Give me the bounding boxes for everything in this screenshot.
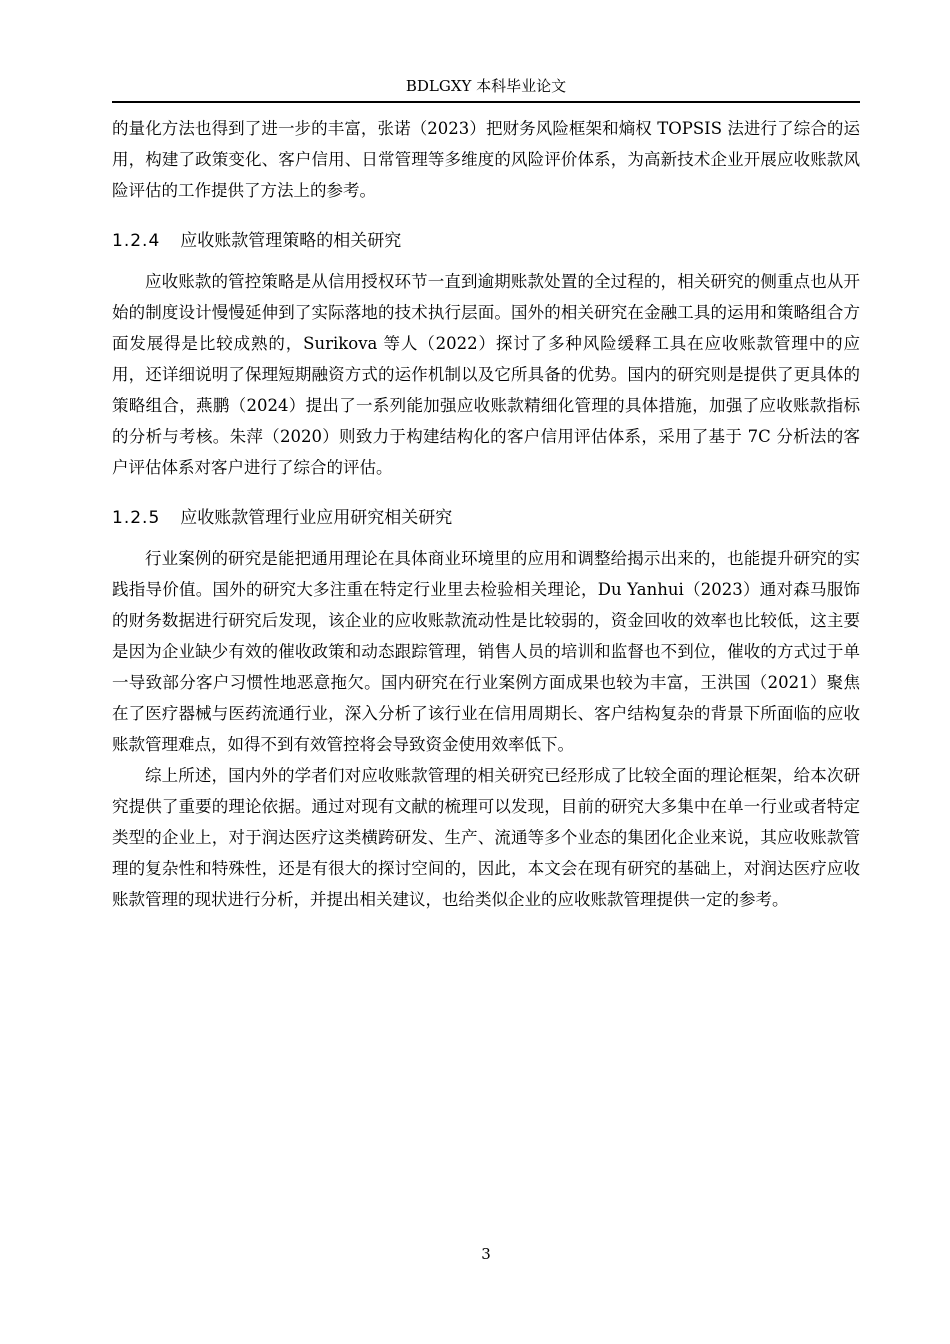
section-number: 1.2.4 bbox=[112, 231, 161, 251]
section-heading-1-2-5 bbox=[112, 503, 860, 533]
summary-paragraph: 综上所述，国内外的学者们对应收账款管理的相关研究已经形成了比较全面的理论框架，给本次研究提供了重要的理论依据。通过对现有文献的梳理可以发现，目前的研究大多集中在单一行业或者特定类型的企业上，对于润达医疗这类横跨研发、生产、流通等多个业态的集团化企业来说，其应收账款管理的复杂性和特殊性，还是有很大的探讨空间的，因此，本文会在现有研究的基础上，对润达医疗应收账款管理的现状进行分析，并提出相关建议，也给类似企业的应收账款管理提供一定的参考。 bbox=[112, 766, 860, 909]
page-number: 3 bbox=[481, 1245, 491, 1263]
section-title: 应收账款管理策略的相关研究 bbox=[180, 231, 402, 251]
running-header: BDLGXY 本科毕业论文 bbox=[405, 77, 567, 95]
section-title: 应收账款管理行业应用研究相关研究 bbox=[180, 508, 453, 528]
continuation-paragraph: 的量化方法也得到了进一步的丰富，张诺（2023）把财务风险框架和熵权 TOPSIS 法进行了综合的运用，构建了政策变化、客户信用、日常管理等多维度的风险评价体系，为高新技术企业开展应收账款风险评估的工作提供了方法上的参考。 bbox=[112, 119, 860, 200]
body-paragraph: 行业案例的研究是能把通用理论在具体商业环境里的应用和调整给揭示出来的，也能提升研究的实践指导价值。国外的研究大多注重在特定行业里去检验相关理论，Du Yanhui（2023）通对森马服饰的财务数据进行研究后发现，该企业的应收账款流动性是比较弱的，资金回收的效率也比较低，这主要是因为企业缺少有效的催收政策和动态跟踪管理，销售人员的培训和监督也不到位，催收的方式过于单一导致部分客户习惯性地恶意拖欠。国内研究在行业案例方面成果也较为丰富，王洪国（2021）聚焦在了医疗器械与医药流通行业，深入分析了该行业在信用周期长、客户结构复杂的背景下所面临的应收账款管理难点，如得不到有效管控将会导致资金使用效率低下。 bbox=[112, 549, 860, 754]
section-number: 1.2.5 bbox=[112, 508, 161, 528]
body-text bbox=[112, 113, 860, 915]
body-paragraph: 应收账款的管控策略是从信用授权环节一直到逾期账款处置的全过程的，相关研究的侧重点也从开始的制度设计慢慢延伸到了实际落地的技术执行层面。国外的相关研究在金融工具的运用和策略组合方面发展得是比较成熟的，Surikova 等人（2022）探讨了多种风险缓释工具在应收账款管理中的应用，还详细说明了保理短期融资方式的运作机制以及它所具备的优势。国内的研究则是提供了更具体的策略组合，燕鹏（2024）提出了一系列能加强应收账款精细化管理的具体措施，加强了应收账款指标的分析与考核。朱萍（2020）则致力于构建结构化的客户信用评估体系，采用了基于 7C 分析法的客户评估体系对客户进行了综合的评估。 bbox=[112, 272, 860, 477]
header-rule bbox=[112, 101, 860, 103]
section-heading-1-2-4 bbox=[112, 226, 860, 256]
